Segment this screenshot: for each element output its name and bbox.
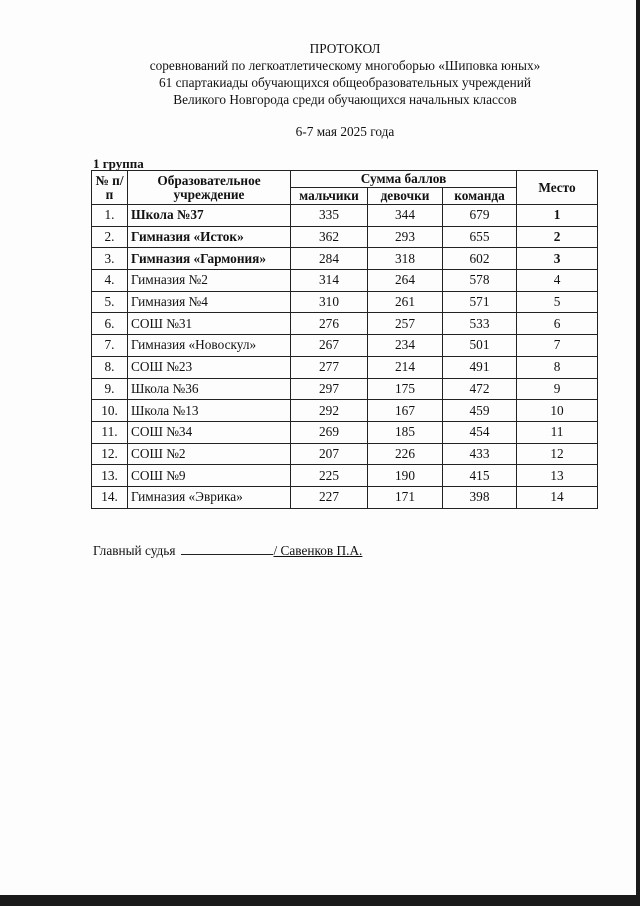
- row-organization: Гимназия №2: [128, 270, 291, 292]
- protocol-title: ПРОТОКОЛ: [309, 41, 381, 56]
- row-girls-score: 175: [368, 378, 443, 400]
- row-team-score: 655: [443, 226, 517, 248]
- row-girls-score: 318: [368, 248, 443, 270]
- row-number: 10.: [92, 400, 128, 422]
- row-boys-score: 284: [291, 248, 368, 270]
- row-boys-score: 227: [291, 486, 368, 508]
- row-place: 5: [517, 291, 598, 313]
- table-row: [92, 400, 598, 422]
- row-team-score: 459: [443, 400, 517, 422]
- row-boys-score: 310: [291, 291, 368, 313]
- col-header-place: Место: [517, 171, 598, 205]
- row-team-score: 679: [443, 205, 517, 227]
- row-team-score: 501: [443, 335, 517, 357]
- judge-label: Главный судья: [93, 543, 176, 558]
- row-girls-score: 234: [368, 335, 443, 357]
- table-row: [92, 378, 598, 400]
- row-organization: СОШ №2: [128, 443, 291, 465]
- row-place: 13: [517, 465, 598, 487]
- table-row: [92, 248, 598, 270]
- table-row: [92, 421, 598, 443]
- row-boys-score: 269: [291, 421, 368, 443]
- row-organization: СОШ №31: [128, 313, 291, 335]
- row-number: 9.: [92, 378, 128, 400]
- row-place: 4: [517, 270, 598, 292]
- row-team-score: 602: [443, 248, 517, 270]
- table-row: [92, 335, 598, 357]
- row-girls-score: 214: [368, 356, 443, 378]
- row-place: 7: [517, 335, 598, 357]
- table-row: [92, 443, 598, 465]
- table-row: [92, 291, 598, 313]
- row-number: 13.: [92, 465, 128, 487]
- row-girls-score: 257: [368, 313, 443, 335]
- col-header-girls: девочки: [368, 188, 443, 205]
- row-organization: Гимназия «Новоскул»: [128, 335, 291, 357]
- row-place: 9: [517, 378, 598, 400]
- row-organization: Гимназия «Эврика»: [128, 486, 291, 508]
- row-girls-score: 185: [368, 421, 443, 443]
- table-row: [92, 205, 598, 227]
- row-organization: СОШ №34: [128, 421, 291, 443]
- row-team-score: 398: [443, 486, 517, 508]
- col-header-org: Образовательное учреждение: [128, 171, 291, 205]
- bottom-edge: [0, 895, 640, 906]
- row-team-score: 578: [443, 270, 517, 292]
- header-line-1: соревнований по легкоатлетическому многоборью «Шиповка юных»: [149, 58, 541, 73]
- row-number: 4.: [92, 270, 128, 292]
- row-place: 3: [517, 248, 598, 270]
- row-organization: Школа №36: [128, 378, 291, 400]
- row-team-score: 415: [443, 465, 517, 487]
- row-organization: СОШ №9: [128, 465, 291, 487]
- row-organization: Школа №13: [128, 400, 291, 422]
- row-boys-score: 292: [291, 400, 368, 422]
- judge-name: / Савенков П.А.: [273, 543, 363, 558]
- row-girls-score: 344: [368, 205, 443, 227]
- header-line-3: Великого Новгорода среди обучающихся начальных классов: [173, 92, 517, 107]
- row-boys-score: 267: [291, 335, 368, 357]
- row-boys-score: 277: [291, 356, 368, 378]
- row-number: 2.: [92, 226, 128, 248]
- row-place: 8: [517, 356, 598, 378]
- row-girls-score: 293: [368, 226, 443, 248]
- row-girls-score: 167: [368, 400, 443, 422]
- row-girls-score: 190: [368, 465, 443, 487]
- event-dates: 6-7 мая 2025 года: [295, 124, 395, 139]
- row-organization: СОШ №23: [128, 356, 291, 378]
- row-place: 1: [517, 205, 598, 227]
- row-number: 7.: [92, 335, 128, 357]
- row-boys-score: 297: [291, 378, 368, 400]
- row-place: 10: [517, 400, 598, 422]
- row-team-score: 533: [443, 313, 517, 335]
- protocol-header: [0, 40, 640, 108]
- row-number: 3.: [92, 248, 128, 270]
- row-boys-score: 207: [291, 443, 368, 465]
- row-girls-score: 264: [368, 270, 443, 292]
- row-organization: Гимназия «Исток»: [128, 226, 291, 248]
- row-organization: Гимназия «Гармония»: [128, 248, 291, 270]
- col-header-boys: мальчики: [291, 188, 368, 205]
- signature-line: [181, 542, 273, 555]
- row-organization: Гимназия №4: [128, 291, 291, 313]
- judge-signature: [93, 542, 362, 559]
- header-line-2: 61 спартакиады обучающихся общеобразовательных учреждений: [159, 75, 531, 90]
- row-number: 11.: [92, 421, 128, 443]
- row-boys-score: 335: [291, 205, 368, 227]
- row-number: 8.: [92, 356, 128, 378]
- group-label: 1 группа: [93, 156, 144, 171]
- row-boys-score: 225: [291, 465, 368, 487]
- row-number: 5.: [92, 291, 128, 313]
- row-number: 1.: [92, 205, 128, 227]
- table-row: [92, 313, 598, 335]
- row-boys-score: 362: [291, 226, 368, 248]
- row-boys-score: 276: [291, 313, 368, 335]
- row-place: 11: [517, 421, 598, 443]
- row-team-score: 571: [443, 291, 517, 313]
- row-place: 12: [517, 443, 598, 465]
- row-place: 6: [517, 313, 598, 335]
- row-team-score: 454: [443, 421, 517, 443]
- results-table: [91, 170, 598, 509]
- row-number: 14.: [92, 486, 128, 508]
- row-boys-score: 314: [291, 270, 368, 292]
- row-team-score: 472: [443, 378, 517, 400]
- col-header-sum: Сумма баллов: [291, 171, 517, 188]
- row-organization: Школа №37: [128, 205, 291, 227]
- row-girls-score: 261: [368, 291, 443, 313]
- row-girls-score: 226: [368, 443, 443, 465]
- table-row: [92, 356, 598, 378]
- table-row: [92, 465, 598, 487]
- row-number: 12.: [92, 443, 128, 465]
- row-place: 2: [517, 226, 598, 248]
- table-row: [92, 226, 598, 248]
- table-row: [92, 270, 598, 292]
- row-team-score: 433: [443, 443, 517, 465]
- table-row: [92, 486, 598, 508]
- col-header-team: команда: [443, 188, 517, 205]
- col-header-num: № п/п: [92, 171, 128, 205]
- row-number: 6.: [92, 313, 128, 335]
- row-team-score: 491: [443, 356, 517, 378]
- row-girls-score: 171: [368, 486, 443, 508]
- row-place: 14: [517, 486, 598, 508]
- results-body: [92, 205, 598, 509]
